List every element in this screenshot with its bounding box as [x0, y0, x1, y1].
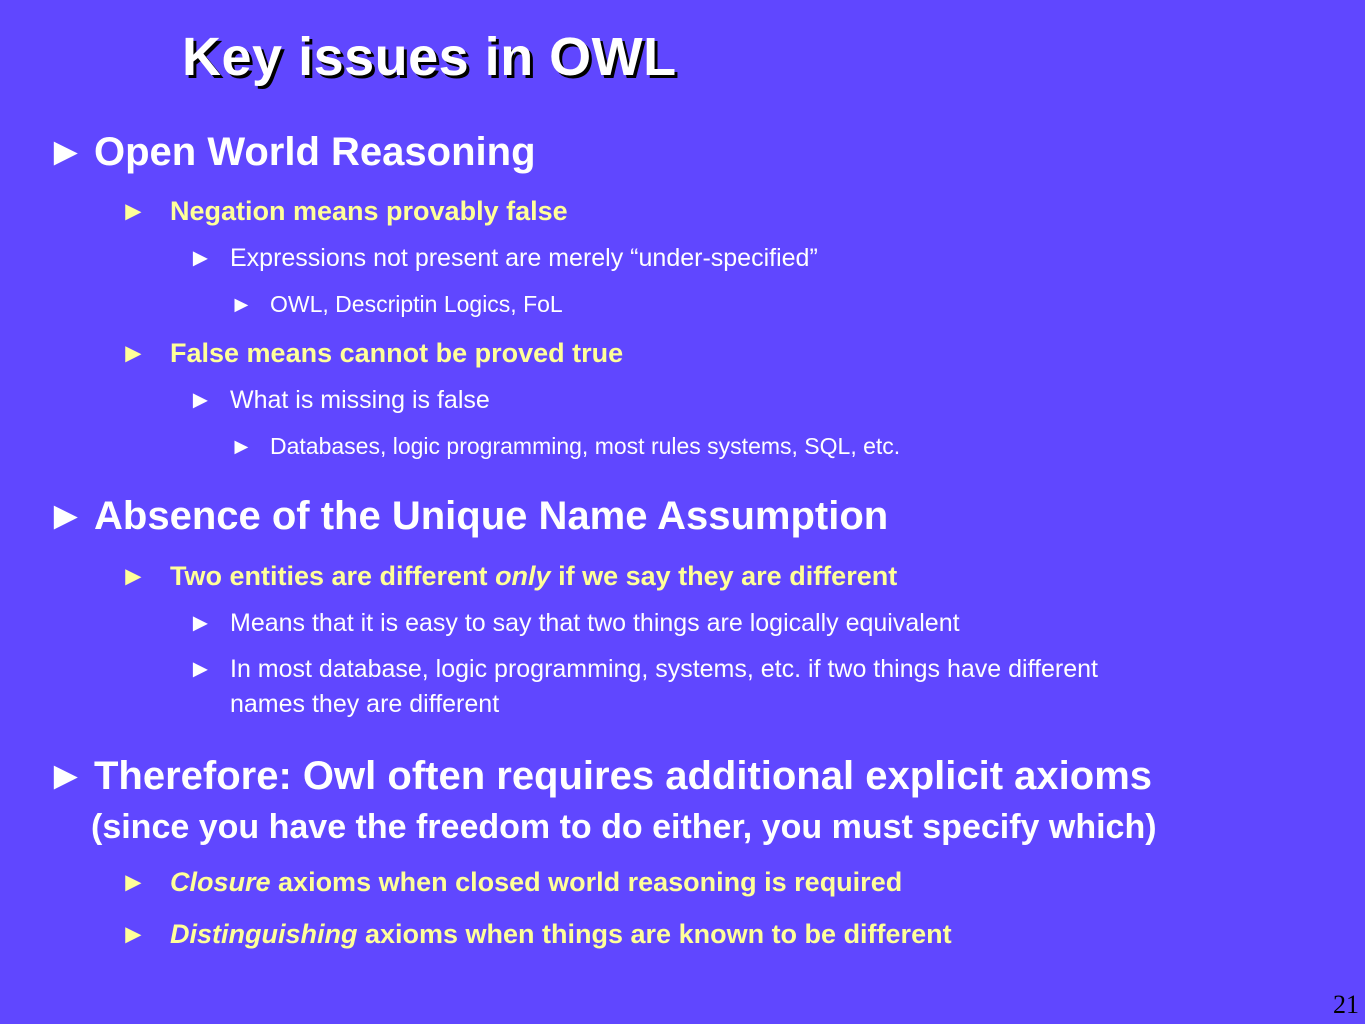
bullet-text: Open World Reasoning	[94, 130, 536, 174]
bullet-arrow-icon: ►	[188, 244, 213, 272]
bullet-text-line-2: names they are different	[230, 690, 500, 718]
bullet-text: What is missing is false	[230, 386, 490, 414]
bullet-text: Absence of the Unique Name Assumption	[94, 494, 889, 538]
bullet-text-line-1: In most database, logic programming, systems, etc. if two things have different	[230, 655, 1099, 683]
bullet-text: False means cannot be proved true	[170, 338, 624, 368]
bullet-arrow-icon: ►	[230, 291, 253, 317]
bullet-arrow-icon: ►	[230, 433, 253, 459]
bullet-text-post: if we say they are different	[550, 561, 898, 591]
bullet-text-emphasis: only	[495, 561, 551, 591]
bullet-arrow-icon: ►	[46, 754, 86, 798]
bullet-text	[170, 919, 952, 950]
bullet-text: Negation means provably false	[170, 196, 568, 226]
bullet-arrow-icon: ►	[120, 919, 147, 949]
bullet-text-emphasis: Closure	[170, 867, 271, 897]
bullet-text-pre: Two entities are different	[170, 561, 496, 591]
bullet-arrow-icon: ►	[120, 196, 147, 226]
slide-title: Key issues in OWL	[182, 27, 677, 87]
bullet-arrow-icon: ►	[120, 338, 147, 368]
bullet-arrow-icon: ►	[188, 386, 213, 414]
bullet-text: Means that it is easy to say that two things are logically equivalent	[230, 609, 960, 637]
bullet-text	[170, 867, 902, 898]
bullet-arrow-icon: ►	[120, 867, 147, 897]
bullet-text-emphasis: Distinguishing	[170, 919, 358, 949]
bullet-text: OWL, Descriptin Logics, FoL	[270, 291, 563, 317]
bullet-arrow-icon: ►	[188, 609, 213, 637]
bullet-arrow-icon: ►	[120, 561, 147, 591]
bullet-text-post: axioms when things are known to be different	[357, 919, 952, 949]
bullet-text-post: axioms when closed world reasoning is required	[270, 867, 903, 897]
bullet-text	[170, 561, 897, 592]
page-number: 21	[1333, 990, 1359, 1019]
bullet-arrow-icon: ►	[46, 494, 86, 538]
bullet-text: Databases, logic programming, most rules systems, SQL, etc.	[270, 433, 901, 459]
bullet-therefore-continuation: (since you have the freedom to do either, you must specify which)	[91, 808, 1157, 846]
bullet-text: Therefore: Owl often requires additional explicit axioms	[94, 754, 1153, 798]
bullet-arrow-icon: ►	[188, 655, 213, 683]
bullet-text: Expressions not present are merely “under-specified”	[230, 244, 818, 272]
bullet-arrow-icon: ►	[46, 130, 86, 174]
